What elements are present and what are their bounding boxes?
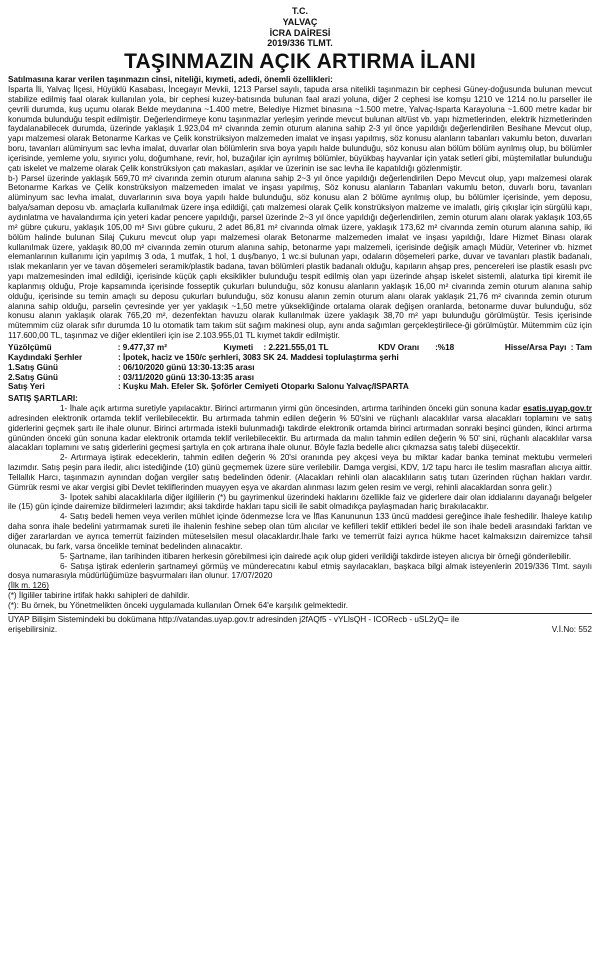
footer-bottom-row (8, 625, 592, 635)
summary-row-day1 (8, 363, 592, 373)
lead-heading: Satılmasına karar verilen taşınmazın cinsi, niteliği, kıymeti, adedi, önemli özellikleri: (8, 75, 333, 85)
condition-2: 2- Artırmaya iştirak edeceklerin, tahmin edilen değerin % 20'si oranında pey akçesi veya bu miktar kadar banka teminat mektubu vermeleri lazımdır. Satış peşin para iledir, alıcı istediğinde (10) günü geçmemek üzere süre verilebilir. Damga vergisi, KDV, 1/2 tapu harcı ile teslim masrafları alıcıya aittir. Tellallık Harcı, taşınmazın aynından doğan vergiler satış bedelinden ödenir. (Alacakları rehinli olan alacaklıların satış tutarı üzerinden rüçhan hakları vardır. Gümrük resmi ve akar vergisi gibi Devlet tekliflerinden muayyen eşya ve akardan alınması lazım gelen resim ve vergi, rehinli alacaklardan sonra gelir.) (8, 453, 592, 492)
issuer-header (8, 6, 592, 49)
property-description-a: Isparta İli, Yalvaç İlçesi, Hüyüklü Kasabası, İncegayır Mevkii, 1213 Parsel sayılı, tapuda arsa nitelikli taşınmazın bir cephesi Güney-doğusunda bulunan mevcut stabilize edilmiş faal olarak kullanılan yola, bir cephesi kuzey-batısında bulunan faal arazi yoluna, diğer 2 cephesi ise komşu 1210 ve 1214 no.lu parseller ile çevrili durumda, kuş uçumu olarak Belde meydanına ~1.400 metre, Belediye Hizmet binasına ~1.500 metre, Yalvaç-Isparta Karayoluna ~1.600 metre kadar bir konumda bulunduğu tespit edilmiştir. Değerlendirmeye konu taşınmazlar yerleşim yerinde mevcut bulunan alt/üst vb. yapı hizmetlerinden, elektrik hizmetlerinden faydalanabilecek durumda, üzerinde yaklaşık 1.923,04 m² civarında zemin oturum alanına sahip 2-3 yıl önce yapıldığı değerlendirilen Besihane Mevcut olup, yapı malzemesi olarak Betonarme Karkas ve Çelik konstrüksiyon malzemeden imalat ve inşası yapılmış, söz konusu alanların tabanları vakumlu beton, duvarları boru, tavanları alüminyum sac levha imalat, duvarlar olan bölümlerin sıva boya yapılı halde bulunduğu, söz konusu alan bölüm bölüm ayrılmış olup, bu bölümler içerisinde, yemleme yolu, sıyırıcı yolu, doğumhane, revir, hol, buzağılar için ayrılmış bölümler, büyükbaş hayvanlar için yatak setleri gibi, müştemilatlar bulunduğu çatı iskelet ve malzeme olarak Çelik konstrüksiyon çatı makasları, aşıklar ve üzerinin ise sac levha ile kapatıldığı gözlenmiştir. (8, 85, 592, 173)
regulation-reference: (İlk m. 126) (8, 581, 49, 591)
condition-5: 5- Şartname, ilan tarihinden itibaren herkesin görebilmesi için dairede açık olup gideri verildiği takdirde isteyen alıcıya bir örneği gönderilebilir. (60, 551, 572, 561)
share-label: Hisse/Arsa Payı (504, 342, 567, 352)
summary-row-values (8, 343, 592, 353)
header-tc: T.C. (291, 6, 308, 16)
sale-day2-value: : 03/11/2020 günü 13:30-13:35 arası (118, 372, 255, 382)
footer-uyap-line: UYAP Bilişim Sistemindeki bu dokümana http://vatandas.uyap.gov.tr adresinden j2fAQf5 - vYLlsQH - ICORecb - uSL2yQ= ile (8, 614, 460, 624)
vat-value: :%18 (435, 342, 455, 352)
summary-row-day2 (8, 373, 592, 383)
conditions-heading: SATIŞ ŞARTLARI: (8, 394, 78, 404)
vat-label: KDV Oranı (378, 342, 420, 352)
footnote-2: (*): Bu örnek, bu Yönetmelikten önceki uygulamada kullanılan Örnek 64'e karşılık gelmektedir. (8, 600, 349, 610)
sale-summary (8, 343, 592, 392)
records-value: : İpotek, haciz ve 150/c şerhleri, 3083 SK 24. Maddesi toplulaştırma şerhi (118, 352, 399, 362)
condition-6: 6- Satışa iştirak edenlerin şartnameyi görmüş ve münderecatını kabul etmiş sayılacakları, başkaca bilgi almak isteyenlerin 2019/336 Tlmt. sayılı dosya numarasıyla müdürlüğümüze başvurmaları ilan olunur. 17/07/2020 (8, 561, 592, 581)
footer-access-text: erişebilirsiniz. (8, 624, 58, 634)
header-file-no: 2019/336 TLMT. (267, 38, 333, 49)
sale-day1-value: : 06/10/2020 günü 13:30-13:35 arası (118, 362, 255, 372)
sale-place-label: Satış Yeri (8, 382, 45, 392)
condition-1 (8, 404, 592, 453)
sale-day2-label: 2.Satış Günü (8, 372, 59, 382)
header-district: YALVAÇ (282, 16, 318, 27)
value-label: Kıymeti (223, 342, 254, 352)
sale-day1-label: 1.Satış Günü (8, 362, 59, 372)
condition-1-text-a: 1- İhale açık artırma suretiyle yapılacaktır. Birinci artırmanın yirmi gün öncesinden, artırma tarihinden önceki gün sonuna kadar (60, 404, 521, 414)
summary-row-records (8, 353, 592, 363)
sale-place-value: : Kuşku Mah. Efeler Sk. Şoförler Cemiyeti Otoparkı Salonu Yalvaç/ISPARTA (118, 382, 409, 392)
summary-row-place (8, 382, 592, 392)
footer-divider (8, 613, 592, 614)
esatis-link[interactable]: esatis.uyap.gov.tr (522, 404, 592, 414)
area-value: : 9.477,37 m² (117, 342, 167, 352)
value-amount: : 2.221.555,01 TL (263, 342, 329, 352)
share-value: : Tam (570, 342, 592, 352)
page-title: TAŞINMAZIN AÇIK ARTIRMA İLANI (124, 50, 476, 74)
footnote-1: (*) İlgililer tabirine irtifak hakkı sahipleri de dahildir. (8, 591, 190, 601)
ad-number: V.İ.No: 552 (551, 624, 592, 634)
condition-1-text-b: adresinden elektronik ortamda teklif verilebilecektir. Bu artırmada tahmin edilen değerin % 50'sini ve rüçhanlı alacaklılar varsa alacakları toplamını ve satış giderlerini geçmek şartı ile ihale olunur. Birinci artırmada istekli bulunmadığı takdirde elektronik ortamda birinci artırmadan sonraki beşinci günden, ikinci artırma gününden önceki gün sonuna kadar elektronik ortamda teklif verilebilecektir. Bu artırmada da malın tahmin edilen değerin % 50' sini, rüçhanlı alacaklılar varsa alacakları toplamını ve satış giderlerini geçmesi şartıyla en çok artırana ihale olunur. Böyle fazla bedelle alıcı çıkmazsa satış talebi düşecektir. (8, 413, 592, 453)
condition-4: 4- Satış bedeli hemen veya verilen mühlet içinde ödenmezse İcra ve İflas Kanununun 133 üncü maddesi gereğince ihale feshedilir. İhaleye katılıp daha sonra ihale bedelini yatırmamak sureti ile ihalenin feshine sebep olan tüm alıcılar ve kefilleri teklif ettikleri bedel ile son ihale bedeli arasındaki farktan ve diğer zararlardan ve ayrıca temerrüt faizinden müteselsilen mesul olacaklardır.İhale farkı ve temerrüt faizi ayrıca hükme hacet kalmaksızın dairemizce tahsil olunacak, bu fark, varsa öncelikle teminat bedelinden alınacaktır. (8, 512, 592, 551)
records-label: Kaydındaki Şerhler (8, 352, 83, 362)
area-label: Yüzölçümü (8, 342, 52, 352)
property-description-b: b-) Parsel üzerinde yaklaşık 569,70 m² civarında zemin oturum alanına sahip 2~3 yıl önce yapıldığı değerlendirilen Depo Mevcut olup, yapı malzemesi olarak Betonarme Karkas ve Çelik konstrüksiyon malzemeden imalat ve inşası yapılmış, Söz konusu alanların Tabanları vakumlu beton, duvarlı boru, tavanları alüminyum sac levha imalat, duvarlarının sıva boya yapılı halde bulunduğu, söz konusu alan 2 bölüme ayrılmış olup, bu bölümler içerisinde, yem deposu, balya/saman deposu vb. amaçlarla kullanılmak üzere inşa edildiği, çatı malzemesi olarak Çelik konstrüksiyon malzeme ve imalatlı, giriş çıkışlar için sürgülü kapı, aydınlatma ve havalandırma için yeteri kadar pencere yapıldığı, parsel üzerinde 2~3 yıl önce yapıldığı değerlendirilen, zemin oturum alanı olarak yaklaşık 103,65 m² gübre çukuru, yaklaşık 105,00 m² Sıvı gübre çukuru, 2 adet 86,81 m² civarında olmak üzere, yaklaşık 173,62 m² civarında zemin oturum alanına sahip, iki bölüm halinde bulunan Silaj Çukuru mevcut olup yapı malzemesi olarak Betonarme malzemeden imalat ve inşası yapıldığı, İdare Hizmet Binası olarak kullanılmak üzere, yaklaşık 80,00 m² civarında zemin oturum alanına sahip, betonarme yapı malzemeli, içerisinde değişik amaçlı Müdür, Veteriner vb. hizmet elemanlarının kullanımı için yapılmış 3 oda, 1 mutfak, 1 hol, 1 duş/banyo, 1 wc.si bulunan yapı, odaların döşemeleri parke, duvar ve tavanları plastik badanalı, ıslak mekanların yer ve tavan döşemeleri seramik/plastik badana, tavan bölümleri plastik badanalı olduğu, kapıların ahşap pres, pencereleri ise plastik esaslı pvc yapı malzemesinden imal edildiği, içerisinde küçük çaplı eksiklikler bulunduğu tespit edilmiş olan yapı üzerinde ahşap iskelet sistemli, alaturka tipi kiremit ile kaplanmış olduğu, Proje kapsamında içerisinde fosseptik çukurları bulunduğu, söz konusu alanların yaklaşık 16,00 m² civarında zemin oturum alanına sahip olduğu, içerisinde su temin amaçlı su deposu çukurları bulunduğu, söz konusu alanın zemin oturum alanı olarak yaklaşık 21,76 m² civarında zemin oturum alanına sahip olduğu, parselin çevresinde yer yer yaklaşık ~1,50 metre yüksekliğinde ortalama olarak değişen oranlarda, betonarme duvar bulunduğu, söz konusu alanın yaklaşık olarak 765,20 m², dezenfektan havuzu olarak kullanılmak üzere yaklaşık 38,70 m² yapı bulunduğu görülmüştür. Tesis içerisinde mütemmim cüz olarak sıfır durumda 10 lu otomatik tam takım süt sağım makinesi olup, aynı anda sağımları gerçekleştirilece-ği görülmüştür. Mütemmim cüz için 117.600,00 TL, taşınmaz ve diğer eklentileri için ise 2.103.955,01 TL kıymet takdir edilmiştir. (8, 173, 592, 341)
header-office: İCRA DAİRESİ (269, 27, 331, 38)
condition-3: 3- İpotek sahibi alacaklılarla diğer ilgililerin (*) bu gayrimenkul üzerindeki haklarını özellikle faiz ve giderlere dair olan iddialarını dayanağı belgeler ile (15) gün içinde dairemize bildirmeleri lazımdır; aksi takdirde hakları tapu sicili ile sabit olmadıkça paylaşmadan hariç bırakılacaktır. (8, 492, 592, 512)
